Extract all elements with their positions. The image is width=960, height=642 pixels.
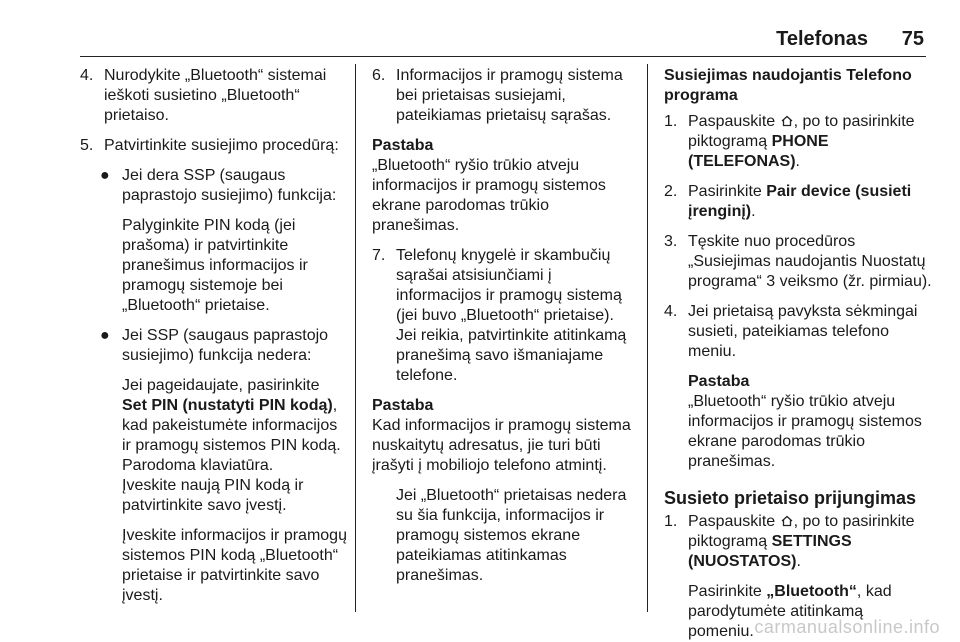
header-rule [80, 56, 926, 57]
step-number: 1. [664, 113, 678, 130]
step-number: 2. [664, 183, 678, 200]
step-3 [664, 232, 932, 292]
step-number: 5. [80, 137, 94, 154]
step-text: Tęskite nuo procedūros „Susiejimas naudojantis Nuostatų programa“ 3 veiksmo (žr. pirmiau). [688, 233, 932, 290]
step-1-connect: 1. Paspauskite , po to pasirinkite piktogramą SETTINGS (NUOSTATOS). [664, 513, 915, 570]
note-title: Pastaba [688, 373, 750, 390]
step-text: Telefonų knygelė ir skambučių sąrašai atsisiunčiami į informacijos ir pramogų sistemą (jei buvo „Bluetooth“ prietaise). Jei reikia, patvirtinkite atitinkamą pranešimą savo išmaniajame telefone. [396, 247, 627, 384]
bluetooth-label: „Bluetooth“ [766, 583, 857, 600]
section-heading-phone: Susiejimas naudojantis Telefono programa [664, 67, 912, 104]
bullet-text: Jei SSP (saugaus paprastojo susiejimo) funkcija nedera: [122, 327, 329, 364]
settings-label: SETTINGS (NUOSTATOS) [688, 533, 852, 570]
bullet-no-ssp-detail: Jei pageidaujate, pasirinkite Set PIN (nustatyti PIN kodą), kad pakeistumėte informacijos ir pramogų sistemos PIN kodą. [122, 377, 341, 454]
section-heading-connect: Susieto prietaiso prijungimas [664, 488, 917, 508]
column-2 [372, 66, 638, 586]
note-text: Kad informacijos ir pramogų sistema nuskaitytų adresatus, jie turi būti įrašyti į mobiliojo telefono atmintį. [372, 417, 631, 474]
page-header [0, 28, 960, 52]
note-text: „Bluetooth“ ryšio trūkio atveju informacijos ir pramogų sistemos ekrane parodomas trūkio pranešimas. [372, 157, 606, 234]
column-3 [664, 66, 932, 642]
enter-pin-device-note: Įveskite informacijos ir pramogų sistemos PIN kodą „Bluetooth“ prietaise ir patvirtinkite savo įvestį. [122, 527, 347, 604]
step-number: 7. [372, 247, 386, 264]
step-number: 4. [664, 303, 678, 320]
step-number: 3. [664, 233, 678, 250]
bullet-icon: ● [100, 167, 110, 184]
step-text: Jei prietaisą pavyksta sėkmingai susieti, pateikiamas telefono meniu. [688, 303, 918, 360]
note-title: Pastaba [372, 137, 434, 154]
step-5 [80, 136, 348, 156]
column-1 [80, 66, 348, 606]
set-pin-label: Set PIN (nustatyti PIN kodą) [122, 397, 333, 414]
home-icon [780, 114, 794, 128]
note-title: Pastaba [372, 397, 434, 414]
watermark: carmanualsonline.info [754, 617, 940, 637]
bullet-ssp [80, 166, 348, 206]
page-title: Telefonas [776, 28, 868, 50]
step-2: 2. Pasirinkite Pair device (susieti įrenginį). [664, 183, 912, 220]
step-7 [372, 246, 638, 386]
page-number: 75 [901, 28, 924, 50]
pair-device-label: Pair device (susieti įrenginį) [688, 183, 912, 220]
bluetooth-submenu-step: Pasirinkite „Bluetooth“, kad parodytumėte atitinkamą pomeniu. [688, 583, 892, 640]
keyboard-note: Parodoma klaviatūra. [122, 457, 274, 474]
step-number: 6. [372, 67, 386, 84]
enter-pin-note: Įveskite naują PIN kodą ir patvirtinkite savo įvestį. [122, 477, 304, 514]
step-6 [372, 66, 638, 126]
phone-label: PHONE (TELEFONAS) [688, 133, 829, 170]
bullet-ssp-detail: Palyginkite PIN kodą (jei prašoma) ir patvirtinkite pranešimus informacijos ir pramogų sistemoje bei „Bluetooth“ prietaise. [122, 217, 308, 314]
column-divider-1 [355, 64, 356, 612]
step-text: Nurodykite „Bluetooth“ sistemai ieškoti susietino „Bluetooth“ prietaiso. [104, 67, 327, 124]
step-text: Patvirtinkite susiejimo procedūrą: [104, 137, 339, 154]
bullet-icon: ● [100, 327, 110, 344]
bullet-no-ssp [80, 326, 348, 366]
step-1: 1. Paspauskite , po to pasirinkite piktogramą PHONE (TELEFONAS). [664, 113, 915, 170]
home-icon [780, 514, 794, 528]
step-number: 1. [664, 513, 678, 530]
column-divider-2 [647, 64, 648, 612]
bullet-text: Jei dera SSP (saugaus paprastojo susiejimo) funkcija: [122, 167, 337, 204]
step-text: Informacijos ir pramogų sistema bei prietaisas susiejami, pateikiamas prietaisų sąrašas. [396, 67, 623, 124]
step-4 [80, 66, 348, 126]
indented-text: Jei „Bluetooth“ prietaisas nedera su šia funkcija, informacijos ir pramogų sistemos ekrane pateikiamas atitinkamas pranešimas. [396, 487, 627, 584]
step-number: 4. [80, 67, 94, 84]
step-4 [664, 302, 932, 362]
note-text: „Bluetooth“ ryšio trūkio atveju informacijos ir pramogų sistemos ekrane parodomas trūkio pranešimas. [688, 393, 922, 470]
